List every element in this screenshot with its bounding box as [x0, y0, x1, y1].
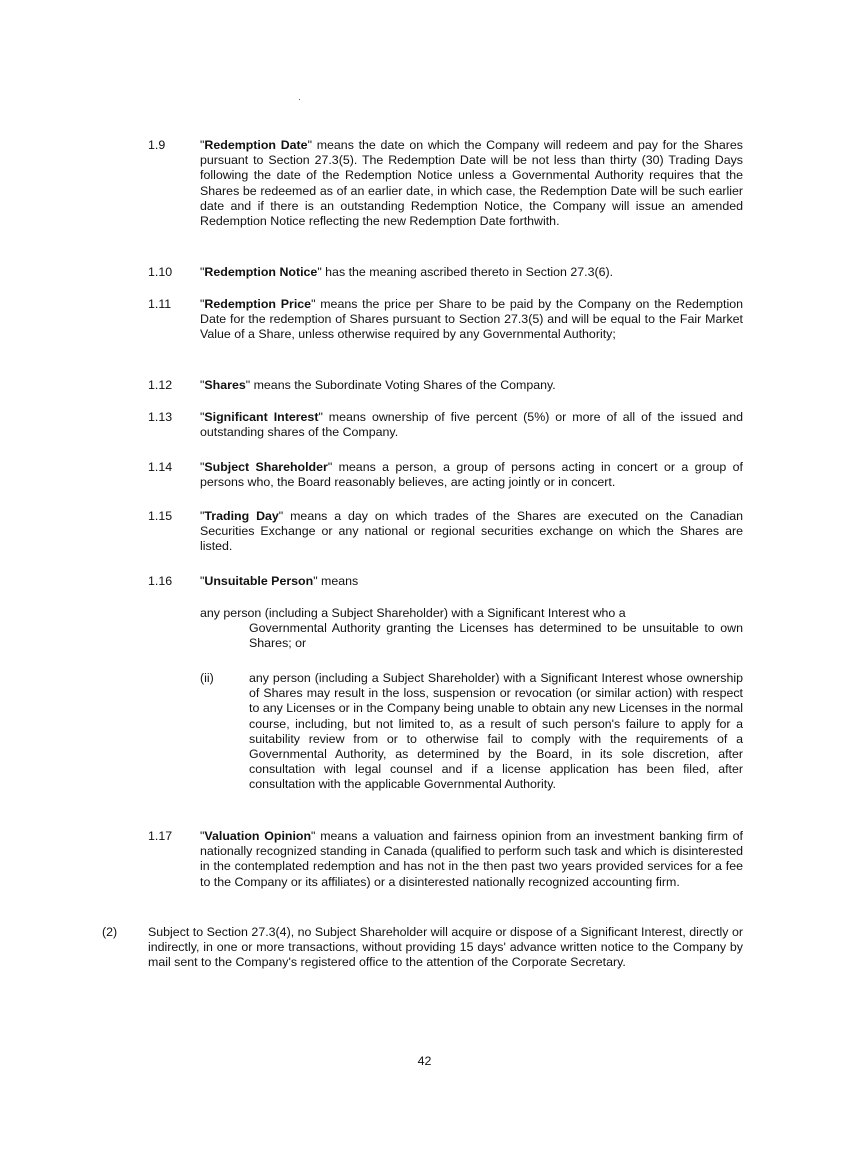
definition-body: "Trading Day" means a day on which trades of the Shares are executed on the Canadian Securities Exchange or any national or regional securities exchange on which the Shares are listed. [200, 509, 743, 554]
definition-body: "Redemption Notice" has the meaning ascribed thereto in Section 27.3(6). [200, 265, 614, 279]
definition-text: means a day on which trades of the Shares are executed on the Canadian Securities Exchange or any national or regional securities exchange on which the Shares are listed. [200, 509, 743, 554]
definition-text: means the date on which the Company will redeem and pay for the Shares pursuant to Section 27.3(5). The Redemption Date will be not less than thirty (30) Trading Days following the date of the Redemption Notice unless a Governmental Authority requires that the Shares be redeemed as of an earlier date, in which case, the Redemption Date will be such earlier date and if there is an outstanding Redemption Notice, the Company will issue an amended Redemption Notice reflecting the new Redemption Date forthwith. [200, 138, 744, 229]
scan-speck [299, 99, 300, 100]
unsuitable-item-text: any person (including a Subject Shareholder) with a Significant Interest whose ownership of Shares may result in the loss, suspension or revocation (or similar action) with respect to any Licenses or in the Company being unable to obtain any new Licenses in the normal course, including, but not limited to, as a result of such person's failure to apply for a suitability review from or to otherwise fail to comply with the requirements of a Governmental Authority, as determined by the Board, in its sole discretion, after consultation with legal counsel and if a license application has been filed, after consultation with the applicable Governmental Authority. [249, 671, 743, 792]
definition-body: "Shares" means the Subordinate Voting Shares of the Company. [200, 378, 556, 392]
definition-term: Redemption Notice [204, 265, 318, 279]
definition-body: "Subject Shareholder" means a person, a group of persons acting in concert or a group of persons who, the Board reasonably believes, are acting jointly or in concert. [200, 460, 743, 490]
definition-text: means ownership of five percent (5%) or more of all of the issued and outstanding shares of the Company. [200, 410, 743, 440]
definition-1-16 [148, 574, 743, 589]
definition-term: Valuation Opinion [204, 829, 312, 843]
definition-body: "Valuation Opinion" means a valuation and fairness opinion from an investment banking firm of nationally recognized standing in Canada (qualified to perform such task and which is disinterested in the contemplated redemption and has not in the then past two years provided services for a fee to the Company or its affiliates) or a disinterested nationally recognized accounting firm. [200, 829, 743, 889]
definition-text: means the Subordinate Voting Shares of the Company. [250, 378, 556, 392]
unsuitable-item-rest: Governmental Authority granting the Licenses has determined to be unsuitable to own Shares; or [249, 621, 743, 651]
unsuitable-item-1 [200, 606, 743, 652]
definition-term: Redemption Price [204, 297, 312, 311]
definition-term: Subject Shareholder [204, 460, 328, 474]
definition-number: 1.13 [148, 410, 173, 424]
definition-text: means a valuation and fairness opinion from an investment banking firm of nationally recognized standing in Canada (qualified to perform such task and which is disinterested in the contemplated redemption and has not in the then past two years provided services for a fee to the Company or its affiliates) or a disinterested nationally recognized accounting firm. [200, 829, 743, 889]
definition-body: "Significant Interest" means ownership of five percent (5%) or more of all of the issued and outstanding shares of the Company. [200, 410, 743, 440]
paragraph-text: Subject to Section 27.3(4), no Subject Shareholder will acquire or dispose of a Significant Interest, directly or indirectly, in one or more transactions, without providing 15 days' advance written notice to the Company by mail sent to the Company's registered office to the attention of the Corporate Secretary. [148, 925, 743, 970]
definition-term: Unsuitable Person [204, 574, 314, 588]
definition-number: 1.9 [148, 138, 166, 152]
definition-term: Redemption Date [204, 138, 308, 152]
definition-1-12 [148, 378, 743, 393]
definition-number: 1.14 [148, 460, 173, 474]
unsuitable-item-first-line: any person (including a Subject Shareholder) with a Significant Interest who a [200, 606, 626, 620]
definition-number: 1.16 [148, 574, 173, 588]
unsuitable-item-label: (ii) [200, 671, 214, 685]
definition-1-13 [148, 410, 743, 440]
definition-body: "Redemption Date" means the date on which the Company will redeem and pay for the Shares pursuant to Section 27.3(5). The Redemption Date will be not less than thirty (30) Trading Days following the date of the Redemption Notice unless a Governmental Authority requires that the Shares be redeemed as of an earlier date, in which case, the Redemption Date will be such earlier date and if there is an outstanding Redemption Notice, the Company will issue an amended Redemption Notice reflecting the new Redemption Date forthwith. [200, 138, 744, 229]
definition-1-15 [148, 509, 743, 555]
definition-body: "Redemption Price" means the price per Share to be paid by the Company on the Redemption Date for the redemption of Shares pursuant to Section 27.3(5) and will be equal to the Fair Market Value of a Share, unless otherwise required by any Governmental Authority; [200, 297, 743, 342]
definition-term: Trading Day [204, 509, 279, 523]
definition-text: means [317, 574, 359, 588]
page-number: 42 [417, 1054, 432, 1068]
paragraph-2 [102, 925, 743, 971]
definition-number: 1.15 [148, 509, 173, 523]
definition-text: means the price per Share to be paid by the Company on the Redemption Date for the redemption of Shares pursuant to Section 27.3(5) and will be equal to the Fair Market Value of a Share, unless otherwise required by any Governmental Authority; [200, 297, 743, 342]
definition-number: 1.11 [148, 297, 172, 311]
definition-1-9 [148, 138, 743, 229]
definition-text: means a person, a group of persons acting in concert or a group of persons who, the Board reasonably believes, are acting jointly or in concert. [200, 460, 743, 490]
definition-1-17 [148, 829, 743, 890]
paragraph-label: (2) [102, 925, 118, 939]
definition-1-11 [148, 297, 743, 343]
definition-1-14 [148, 460, 743, 490]
definition-1-10 [148, 265, 743, 280]
definition-number: 1.10 [148, 265, 173, 279]
definition-number: 1.12 [148, 378, 173, 392]
unsuitable-item-2 [200, 671, 743, 793]
definition-term: Shares [204, 378, 246, 392]
definition-term: Significant Interest [204, 410, 319, 424]
definition-number: 1.17 [148, 829, 173, 843]
definition-body: "Unsuitable Person" means [200, 574, 359, 588]
definition-text: has the meaning ascribed thereto in Section 27.3(6). [321, 265, 614, 279]
